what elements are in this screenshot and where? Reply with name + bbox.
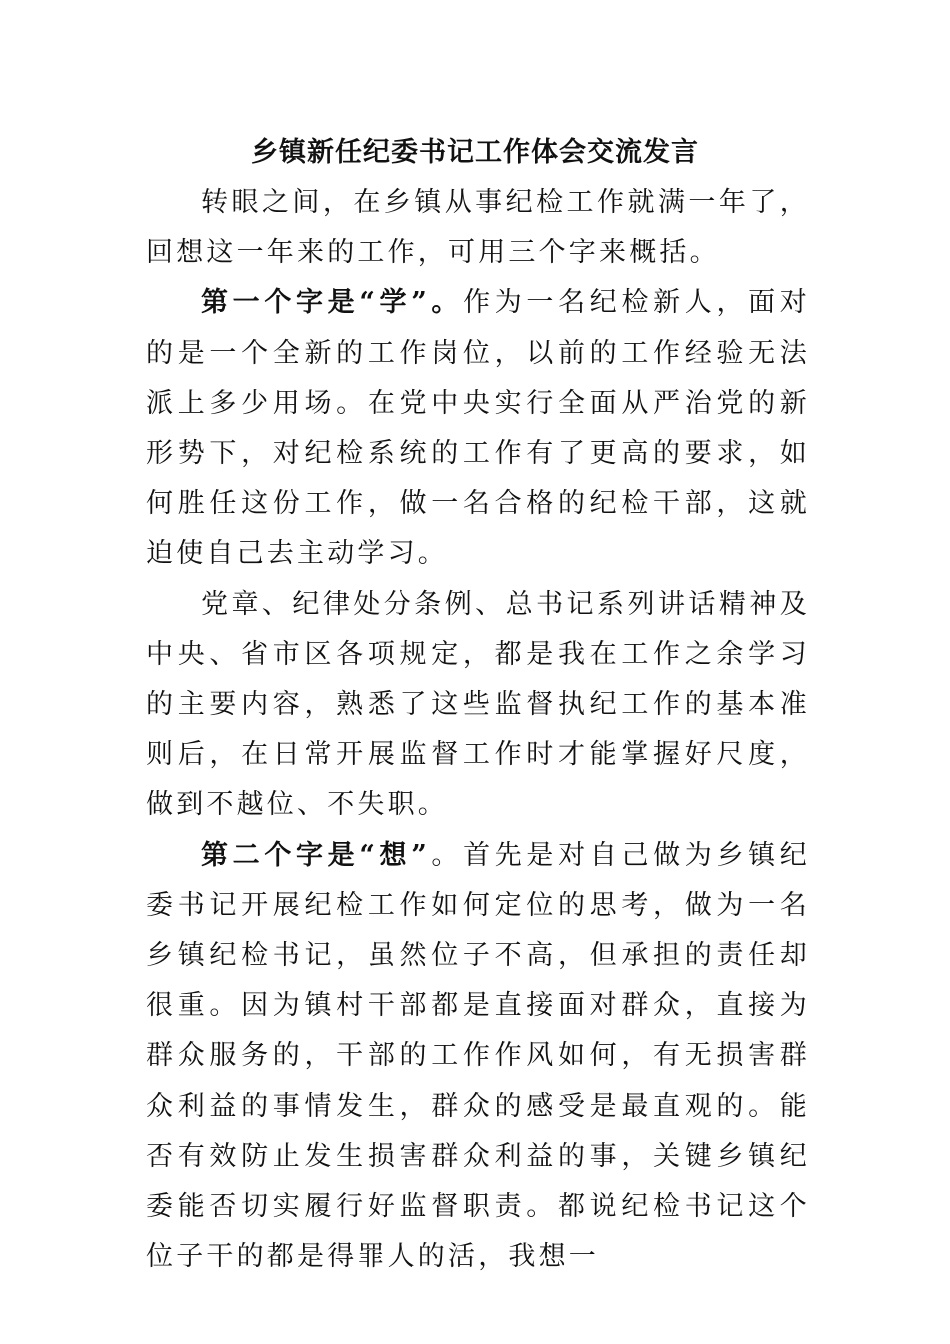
document-body [146,178,810,1282]
paragraph-text: 转眼之间，在乡镇从事纪检工作就满一年了，回想这一年来的工作，可用三个字来概括。 [146,187,810,269]
paragraph-think [146,831,810,1283]
paragraph-text: 。首先是对自己做为乡镇纪委书记开展纪检工作如何定位的思考，做为一名乡镇纪检书记，虽然位子不高，但承担的责任却很重。因为镇村干部都是直接面对群众，直接为群众服务的，干部的工作作风如何，有无损害群众利益的事情发生，群众的感受是最直观的。能否有效防止发生损害群众利益的事，关键乡镇纪委能否切实履行好监督职责。都说纪检书记这个位子干的都是得罪人的活，我想一 [146,839,810,1273]
paragraph-text: 作为一名纪检新人，面对的是一个全新的工作岗位，以前的工作经验无法派上多少用场。在党中央实行全面从严治党的新形势下，对纪检系统的工作有了更高的要求，如何胜任这份工作，做一名合格的纪检干部，这就迫使自己去主动学习。 [146,287,810,570]
paragraph-learn [146,278,810,579]
paragraph-lead: 第二个字是“想” [201,839,430,871]
paragraph-lead: 第一个字是“学”。 [201,287,464,319]
paragraph-text: 党章、纪律处分条例、总书记系列讲话精神及中央、省市区各项规定，都是我在工作之余学习的主要内容，熟悉了这些监督执纪工作的基本准则后，在日常开展监督工作时才能掌握好尺度，做到不越位、不失职。 [146,588,810,821]
paragraph-study-content [146,580,810,831]
paragraph-intro [146,178,810,278]
document-title: 乡镇新任纪委书记工作体会交流发言 [251,137,699,168]
